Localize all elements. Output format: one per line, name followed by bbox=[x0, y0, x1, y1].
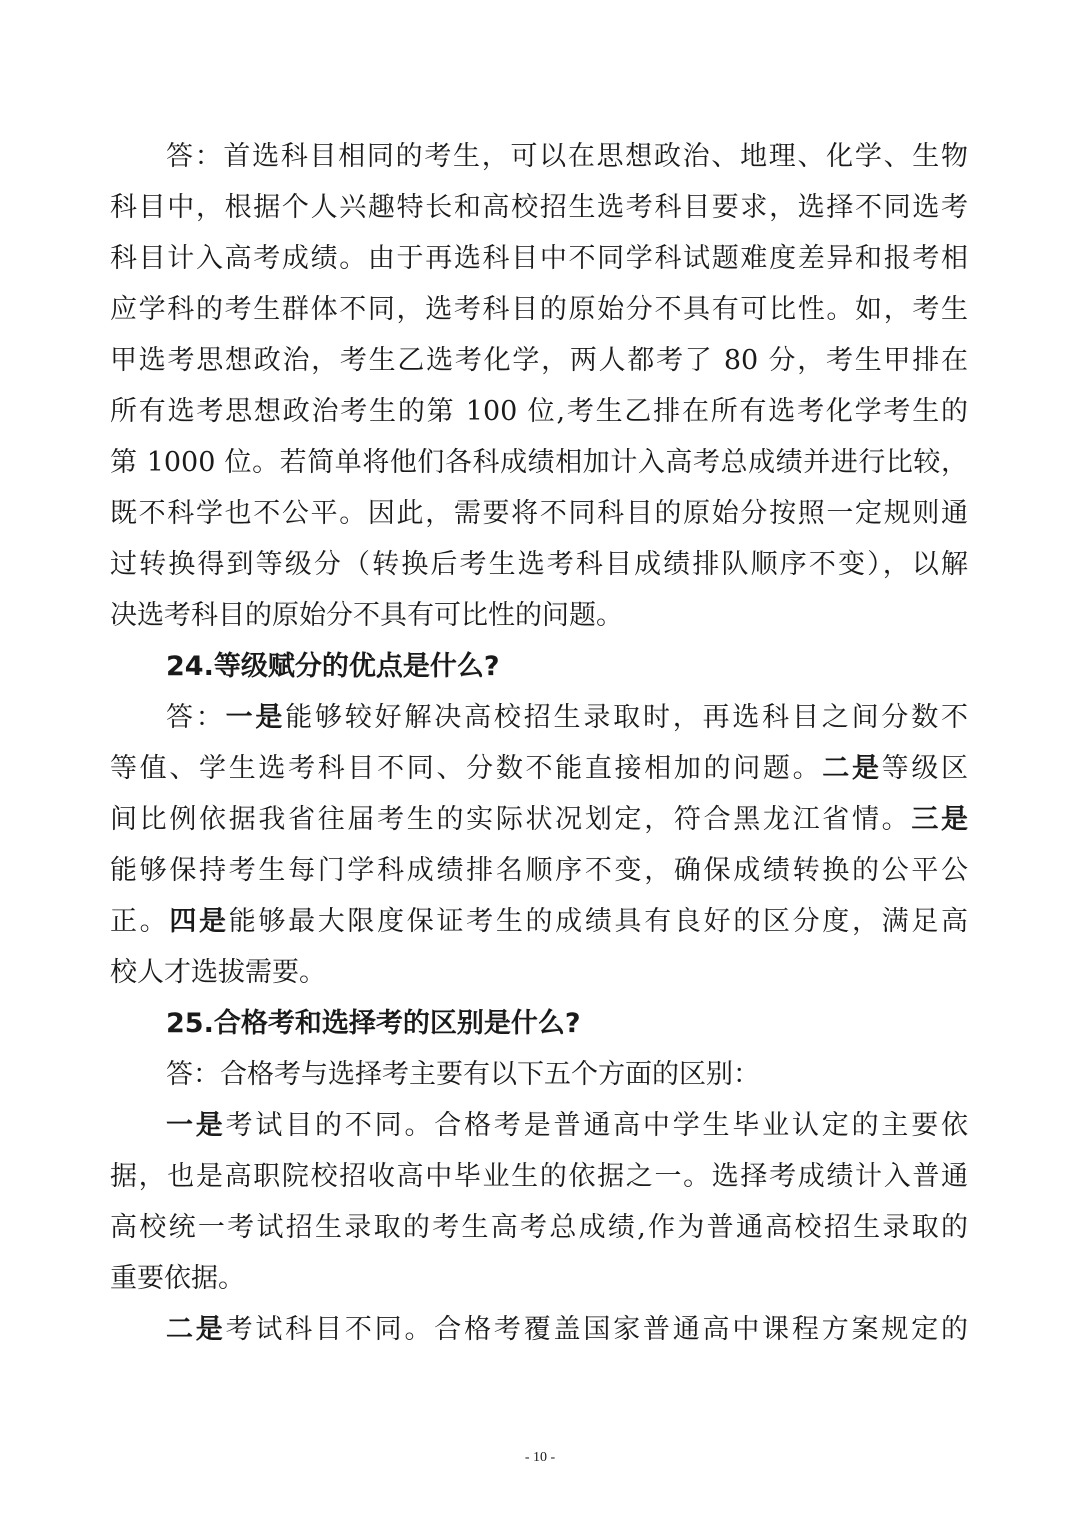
text-segment: 等值、学生选考科目不同、分数不能直接相加的问题。 bbox=[110, 753, 823, 784]
text-segment: 第 1000 位。若简单将他们各科成绩相加计入高考总成绩并进行比较， bbox=[110, 447, 968, 478]
text-segment: 决选考科目的原始分不具有可比性的问题。 bbox=[110, 600, 623, 631]
text-line bbox=[110, 392, 968, 432]
text-segment: 甲选考思想政治，考生乙选考化学，两人都考了 80 分，考生甲排在 bbox=[110, 345, 968, 376]
text-line bbox=[110, 1208, 968, 1248]
text-segment: 正。 bbox=[110, 906, 170, 937]
bold-keyword: 一是 bbox=[166, 1110, 226, 1141]
text-line bbox=[166, 1310, 968, 1350]
text-line bbox=[110, 1259, 968, 1299]
text-line bbox=[110, 902, 968, 942]
section-heading bbox=[166, 1004, 968, 1044]
text-segment: 应学科的考生群体不同，选考科目的原始分不具有可比性。如，考生 bbox=[110, 294, 968, 325]
text-segment: 过转换得到等级分（转换后考生选考科目成绩排队顺序不变），以解 bbox=[110, 549, 968, 580]
text-line bbox=[110, 596, 968, 636]
text-segment: 考试科目不同。合格考覆盖国家普通高中课程方案规定的 bbox=[225, 1314, 969, 1345]
text-line bbox=[166, 1106, 968, 1146]
page-number: - 10 - bbox=[524, 1450, 556, 1465]
bold-keyword: 三是 bbox=[911, 804, 969, 835]
text-segment: 答：合格考与选择考主要有以下五个方面的区别： bbox=[166, 1059, 760, 1090]
text-segment: 既不科学也不公平。因此，需要将不同科目的原始分按照一定规则通 bbox=[110, 498, 968, 529]
text-segment: 校人才选拔需要。 bbox=[110, 957, 326, 988]
text-segment: 据，也是高职院校招收高中毕业生的依据之一。选择考成绩计入普通 bbox=[110, 1161, 968, 1192]
section-heading bbox=[166, 647, 968, 687]
text-segment: 能够较好解决高校招生录取时，再选科目之间分数不 bbox=[285, 702, 969, 733]
text-segment: 所有选考思想政治考生的第 100 位,考生乙排在所有选考化学考生的 bbox=[110, 396, 968, 427]
text-segment: 能够最大限度保证考生的成绩具有良好的区分度，满足高 bbox=[228, 906, 969, 937]
text-segment: 高校统一考试招生录取的考生高考总成绩,作为普通高校招生录取的 bbox=[110, 1212, 968, 1243]
text-line bbox=[110, 800, 968, 840]
bold-keyword: 一是 bbox=[225, 702, 286, 733]
text-line bbox=[110, 290, 968, 330]
text-line bbox=[110, 1157, 968, 1197]
text-line bbox=[166, 698, 968, 738]
text-line bbox=[166, 1055, 968, 1095]
text-segment: 考试目的不同。合格考是普通高中学生毕业认定的主要依 bbox=[225, 1110, 969, 1141]
bold-keyword: 四是 bbox=[169, 906, 229, 937]
text-segment: 等级区 bbox=[881, 753, 969, 784]
text-line bbox=[110, 239, 968, 279]
text-segment: 25.合格考和选择考的区别是什么? bbox=[166, 1008, 581, 1039]
text-segment: 间比例依据我省往届考生的实际状况划定，符合黑龙江省情。 bbox=[110, 804, 912, 835]
bold-keyword: 二是 bbox=[822, 753, 882, 784]
text-line bbox=[110, 341, 968, 381]
text-line bbox=[110, 188, 968, 228]
text-line bbox=[166, 137, 968, 177]
bold-keyword: 二是 bbox=[166, 1314, 226, 1345]
text-line bbox=[110, 545, 968, 585]
text-segment: 24.等级赋分的优点是什么? bbox=[166, 651, 500, 682]
text-line bbox=[110, 494, 968, 534]
text-segment: 答：首选科目相同的考生，可以在思想政治、地理、化学、生物 bbox=[166, 141, 968, 172]
text-segment: 重要依据。 bbox=[110, 1263, 245, 1294]
text-line bbox=[110, 851, 968, 891]
text-segment: 答： bbox=[166, 702, 226, 733]
text-segment: 能够保持考生每门学科成绩排名顺序不变，确保成绩转换的公平公 bbox=[110, 855, 968, 886]
text-line bbox=[110, 749, 968, 789]
text-segment: 科目中，根据个人兴趣特长和高校招生选考科目要求，选择不同选考 bbox=[110, 192, 968, 223]
text-line bbox=[110, 953, 968, 993]
text-segment: 科目计入高考成绩。由于再选科目中不同学科试题难度差异和报考相 bbox=[110, 243, 968, 274]
text-line bbox=[110, 443, 968, 483]
